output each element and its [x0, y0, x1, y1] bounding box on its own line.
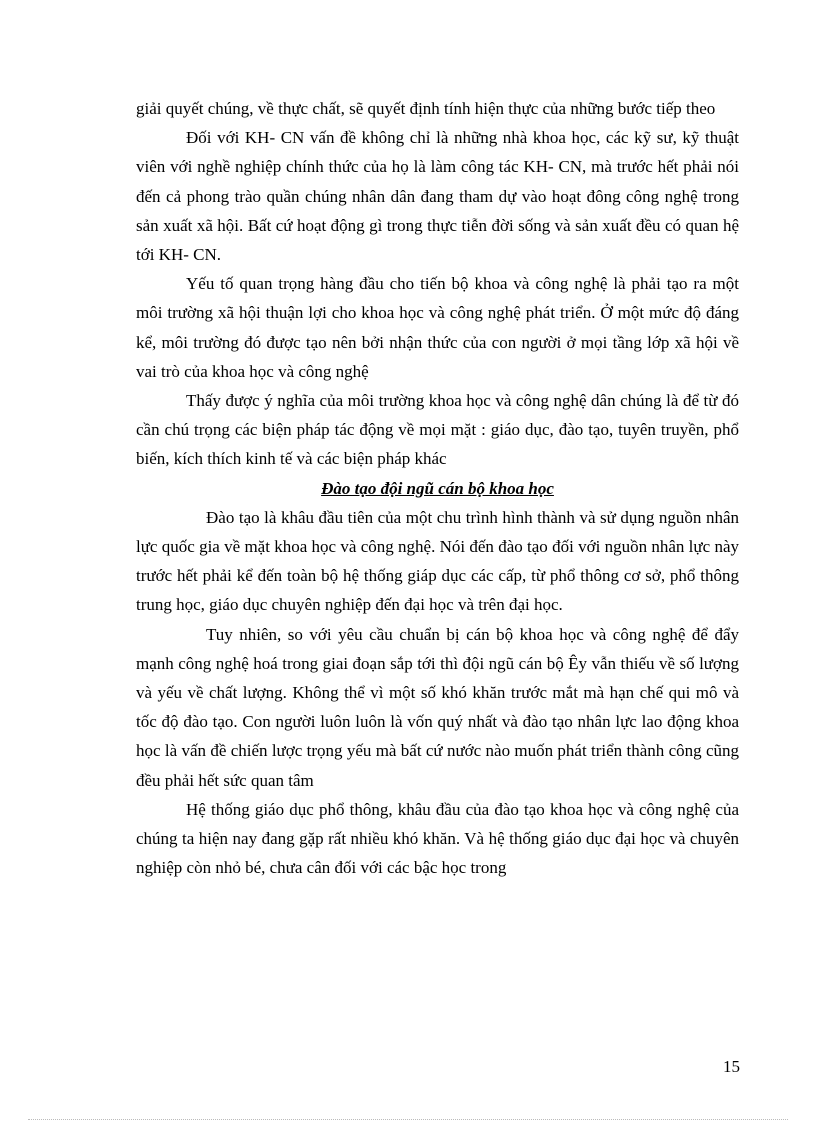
paragraph: Yếu tố quan trọng hàng đầu cho tiến bộ khoa và công nghệ là phải tạo ra một môi trường xã hội thuận lợi cho khoa học và công nghệ phát triển. Ở một mức độ đáng kể, môi trường đó được tạo nên bởi nhận thức của con người ở mọi tầng lớp xã hội về vai trò của khoa học và công nghệ	[136, 274, 739, 381]
paragraph: Đào tạo là khâu đầu tiên của một chu trình hình thành và sử dụng nguồn nhân lực quốc gia về mặt khoa học và công nghệ. Nói đến đào tạo đối với nguồn nhân lực này trước hết phải kể đến toàn bộ hệ thống giáp dục các cấp, từ phổ thông cơ sở, phổ thông trung học, giáo dục chuyên nghiệp đến đại học và trên đại học.	[136, 507, 739, 615]
section-heading: Đào tạo đội ngũ cán bộ khoa học	[321, 478, 554, 498]
paragraph-continuation: giải quyết chúng, về thực chất, sẽ quyết định tính hiện thực của những bước tiếp theo	[136, 99, 716, 118]
paragraph: Đối với KH- CN vấn đề không chỉ là những nhà khoa học, các kỹ sư, kỹ thuật viên với nghề nghiệp chính thức của họ là làm công tác KH- CN, mà trước hết phải nói đến cả phong trào quần chúng nhân dân đang tham dự vào hoạt đông công nghệ trong sản xuất xã hội. Bất cứ hoạt động gì trong thực tiễn đời sống và sản xuất đều có quan hệ tới KH- CN.	[136, 128, 739, 265]
paragraph: Tuy nhiên, so với yêu cầu chuẩn bị cán bộ khoa học và công nghệ để đẩy mạnh công nghệ hoá trong giai đoạn sắp tới thì đội ngũ cán bộ Êy vẫn thiếu về số lượng và yếu về chất lượng. Không thể vì một số khó khăn trước mắt mà hạn chế qui mô và tốc độ đào tạo. Con người luôn luôn là vốn quý nhất và đào tạo nhân lực lao động khoa học là vấn đề chiến lược trọng yếu mà bất cứ nước nào muốn phát triển thành công cũng đều phải hết sức quan tâm	[136, 624, 739, 790]
paragraph: Hệ thống giáo dục phổ thông, khâu đầu của đào tạo khoa học và công nghệ của chúng ta hiện nay đang gặp rất nhiều khó khăn. Và hệ thống giáo dục đại học và chuyên nghiệp còn nhỏ bé, chưa cân đối với các bậc học trong	[136, 799, 739, 878]
page-number: 15	[723, 1057, 740, 1076]
body-text	[136, 94, 739, 882]
paragraph: Thấy được ý nghĩa của môi trường khoa học và công nghệ dân chúng là để từ đó cần chú trọng các biện pháp tác động về mọi mặt : giáo dục, đào tạo, tuyên truyền, phổ biến, kích thích kinh tế và các biện pháp khác	[136, 391, 739, 469]
footer-divider	[28, 1119, 788, 1120]
